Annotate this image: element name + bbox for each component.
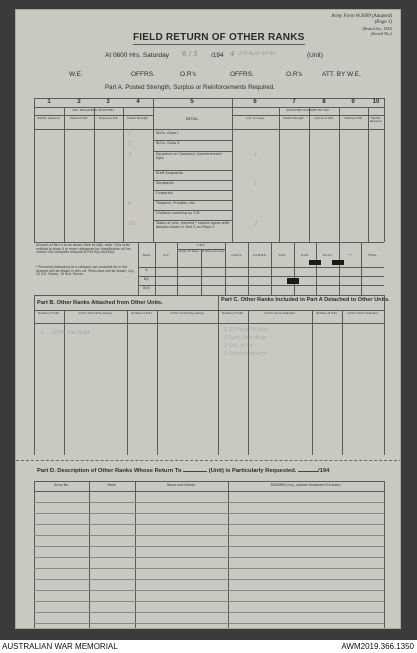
analysis-row-label: B(ii) <box>143 286 150 290</box>
part-c-title <box>221 297 391 304</box>
left-column-header: Deficient W.E. <box>69 117 88 120</box>
column-number: 1 <box>47 99 51 105</box>
part-d-rule <box>34 579 384 580</box>
we-label: W.E. <box>69 71 83 78</box>
part-c-column-header: Unit to which detached. <box>264 312 296 315</box>
analysis-header: A.A.M.W.S. <box>252 254 267 257</box>
part-c-column-header: Number of O.Rs. <box>316 312 338 315</box>
right-handwritten-value: 1 <box>254 181 258 187</box>
analysis-header: CIVIL. <box>278 254 287 257</box>
left-column-header: Posted Strength. <box>127 117 149 120</box>
detail-row-label: W.Os. Class II. <box>156 141 181 145</box>
att-by-we: ATT. BY W.E. <box>322 71 361 78</box>
date-line-at: At 0600 Hrs. Saturday <box>105 52 169 59</box>
part-b-column-header: Number of O.Rs. <box>38 312 60 315</box>
handwritten-unit: 2/9 Aust Inf Bn <box>239 51 276 57</box>
footer-accession: AWM2019.366.1350 <box>341 642 414 651</box>
part-c-handwritten-line: 1 2/3 Aust Fd Amb <box>224 328 269 333</box>
part-d-rule <box>34 513 384 514</box>
analysis-header: R.A.N. <box>301 254 309 257</box>
part-d-rule <box>34 568 384 569</box>
part-d-year: /194 <box>318 468 330 474</box>
right-column-header: Surplus to W.E. <box>314 117 334 120</box>
column-number: 6 <box>253 99 257 105</box>
part-b-title: Part B. Other Ranks Attached from Other Units. <box>37 300 163 306</box>
we-offrs-1: OFFRS. <box>131 71 155 78</box>
analysis-row-label: A <box>145 268 148 272</box>
page-title: FIELD RETURN OF OTHER RANKS <box>133 32 305 43</box>
part-d-rule <box>34 557 384 558</box>
handwritten-year: 4 <box>230 50 235 58</box>
part-c-handwritten-line: 1 Aust. Gen Hosp <box>224 336 266 341</box>
detail-row-label: Sergeants <box>156 181 174 185</box>
column-number: 2 <box>77 99 81 105</box>
part-a-title: Part A. Posted Strength, Surplus or Reinforcements Required. <box>105 84 275 91</box>
detail-row-label: W.Os. Class I. <box>156 131 180 135</box>
part-c-handwritten-line: 1 Sch. of Inf <box>224 344 253 349</box>
detail-row-label: Staff Sergeants <box>156 171 183 175</box>
right-handwritten-value: 2 <box>254 221 258 227</box>
left-handwritten-value: 1 <box>128 141 132 147</box>
part-b-column-header: Number of O.Rs. <box>131 312 153 315</box>
part-c-title-text: Part C. Other Ranks Included in Part A Detached to Other Units. <box>221 297 390 303</box>
form-ref-line3: (Revised Jan., 1943) <box>362 26 392 31</box>
redaction-block <box>287 278 299 284</box>
analysis-header: 21 Years and over. <box>201 250 225 253</box>
we-ors-2: O.R's <box>286 71 303 78</box>
detail-row-label: Civilians counting as O.R. <box>156 211 201 215</box>
date-line-year: /194 <box>211 52 224 59</box>
right-column-header: Deficient W.E. <box>344 117 363 120</box>
part-d-rule <box>34 524 384 525</box>
form-ref-serial: (Serial No.) <box>370 30 392 36</box>
part-d-column-header: Army No. <box>54 483 69 487</box>
part-d-rule <box>34 601 384 602</box>
column-number: 9 <box>351 99 355 105</box>
detail-row-label: Squadron or Company Quartermaster Sgts <box>156 152 223 161</box>
part-d-unit-text: (Unit) is Particularly Requested. <box>208 468 297 474</box>
attached-allowed-header: ATTACHED ALLOWED BY W.E. <box>286 108 330 112</box>
analysis-header: A.W.A.S. <box>231 254 242 257</box>
analysis-header: A.I.F. <box>162 254 170 257</box>
redaction-block <box>332 260 344 265</box>
analysis-header: Under 21 Years. <box>178 250 200 253</box>
part-b-column-header: Unit to which they belong. <box>170 312 205 315</box>
footer-source: AUSTRALIAN WAR MEMORIAL <box>2 642 118 651</box>
left-handwritten-value: 20 <box>128 221 135 227</box>
column-number: 5 <box>190 99 194 105</box>
part-d-rule <box>34 535 384 536</box>
detail-row-label: Troopers, Privates, etc. <box>156 201 196 205</box>
part-c-column-header: Number of O.Rs. <box>222 312 244 315</box>
analysis-header: Detail <box>142 254 151 257</box>
right-column-header: Posted Strength. <box>283 117 305 120</box>
analysis-note: Analysis of Part A to be shown here by Adjt. units. Only units entitled to show 4 or more categories for classification of the column will complete analysis of Part B(i) and B(ii). <box>36 243 131 255</box>
right-column-header: Reinfts. Required. <box>369 117 383 123</box>
part-b-column-header: Unit to which they belong. <box>78 312 113 315</box>
redaction-block <box>309 260 321 265</box>
left-column-header: Surplus to W.E. <box>98 117 119 120</box>
form-reference <box>331 14 392 37</box>
cmf-label: C.M.F. <box>196 243 206 247</box>
we-ors-1: O.R's <box>180 71 197 78</box>
part-d-rule <box>34 612 384 613</box>
form-sheet <box>15 9 401 629</box>
left-handwritten-value: 3 <box>128 152 132 158</box>
analysis-note-2: * Personnel belonging to a category not provided for in the analysis will be shown in this col. Particulars will be shown, e.g., 10 U.K. Forces, 10 W.A. Forces. <box>36 265 136 277</box>
detail-row-label: Corporals <box>156 191 173 195</box>
part-d-rule <box>34 590 384 591</box>
analysis-row-label: B(i) <box>143 277 150 281</box>
part-d-rule <box>34 623 384 624</box>
part-d-title-text: Part D. Description of Other Ranks Whose Return To <box>37 468 182 474</box>
column-number: 3 <box>106 99 110 105</box>
part-b-handwritten: 1 ... 2/7th Cav Regt <box>41 330 90 336</box>
we-excluding-header: W.E. EXCLUDING ATTACHED. <box>72 108 115 112</box>
form-ref-line1: Army Form W.3009 (Adapted) <box>331 14 392 19</box>
analysis-header: TOTAL. <box>367 254 378 257</box>
part-c-column-header: Unit to which detached. <box>347 312 379 315</box>
part-d-title <box>37 468 329 474</box>
handwritten-date: 6 / 5 <box>182 50 198 58</box>
detail-header: DETAIL. <box>185 117 200 121</box>
left-column-header: Reinfts. Required. <box>37 117 61 120</box>
part-d-column-header: Rank. <box>107 483 117 487</box>
part-d-rule <box>34 502 384 503</box>
part-d-column-header: Name and Initials. <box>167 483 196 487</box>
date-line-unit: (Unit) <box>307 52 323 59</box>
analysis-header: * * <box>348 254 352 257</box>
we-offrs-2: OFFRS. <box>230 71 254 78</box>
right-column-header: Arm. or Corps. <box>246 117 265 120</box>
column-number: 8 <box>322 99 326 105</box>
part-c-handwritten-line: 1 Reinforcements <box>224 352 267 357</box>
left-handwritten-value: 6 <box>128 201 132 207</box>
form-ref-line2: (Page 1) <box>374 20 392 26</box>
archive-footer <box>0 640 417 653</box>
column-number: 10 <box>372 99 380 105</box>
column-number: 7 <box>292 99 296 105</box>
part-d-rule <box>34 546 384 547</box>
detail-row-label: Totals of cols. marked * should agree with details shown in Part E on Page 2. <box>156 221 230 230</box>
analysis-header: R.A.A.F. <box>322 254 333 257</box>
right-handwritten-value: 1 <box>254 152 258 158</box>
part-d-column-header: REMARKS (e.g., posted elsewhere if known). <box>270 483 342 487</box>
left-handwritten-value: 1 <box>128 131 132 137</box>
column-number: 4 <box>136 99 140 105</box>
